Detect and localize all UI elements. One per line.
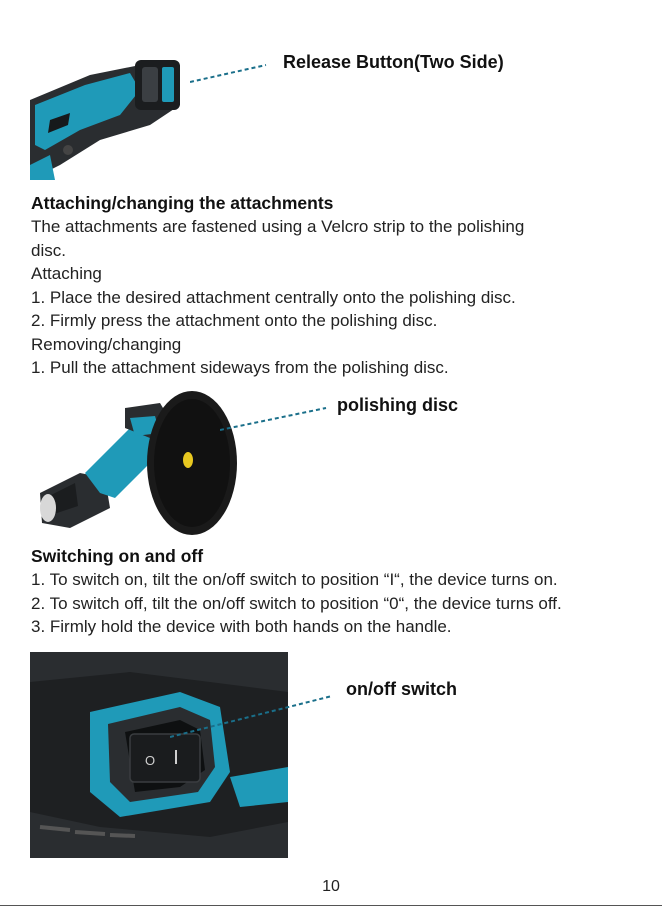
on-off-switch-callout-line: [170, 690, 335, 740]
attachments-heading: Attaching/changing the attachments: [31, 193, 334, 213]
attachments-line: Removing/changing: [31, 334, 182, 354]
switching-line: 2. To switch off, tilt the on/off switch to position “0“, the device turns off.: [31, 593, 562, 613]
attachments-line: 1. Place the desired attachment centrally onto the polishing disc.: [31, 287, 516, 307]
attachments-section: [31, 192, 659, 380]
switching-heading: Switching on and off: [31, 546, 204, 566]
attachments-line: 2. Firmly press the attachment onto the polishing disc.: [31, 311, 438, 330]
polishing-disc-illustration: [30, 388, 245, 538]
bottom-rule: [0, 905, 662, 906]
on-off-switch-photo: [30, 652, 288, 858]
attachments-line: disc.: [31, 240, 66, 260]
svg-text:O: O: [145, 753, 156, 768]
on-off-switch-illustration: [30, 652, 288, 858]
polishing-disc-photo: [30, 388, 245, 538]
on-off-switch-callout: on/off switch: [346, 679, 457, 699]
switching-section: [31, 545, 659, 639]
page-number: 10: [322, 878, 340, 895]
release-button-photo: [30, 45, 195, 180]
switching-line: 1. To switch on, tilt the on/off switch to position “I“, the device turns on.: [31, 570, 558, 589]
release-button-callout: Release Button(Two Side): [283, 52, 504, 72]
polishing-disc-callout-line: [220, 400, 330, 435]
release-button-illustration: [30, 45, 195, 180]
attachments-line: 1. Pull the attachment sideways from the polishing disc.: [31, 358, 449, 377]
switching-line: 3. Firmly hold the device with both hands on the handle.: [31, 617, 452, 636]
polishing-disc-callout: polishing disc: [337, 395, 459, 415]
attachments-line: Attaching: [31, 264, 102, 283]
release-button-callout-line: [190, 60, 270, 90]
attachments-line: The attachments are fastened using a Velcro strip to the polishing: [31, 217, 525, 236]
